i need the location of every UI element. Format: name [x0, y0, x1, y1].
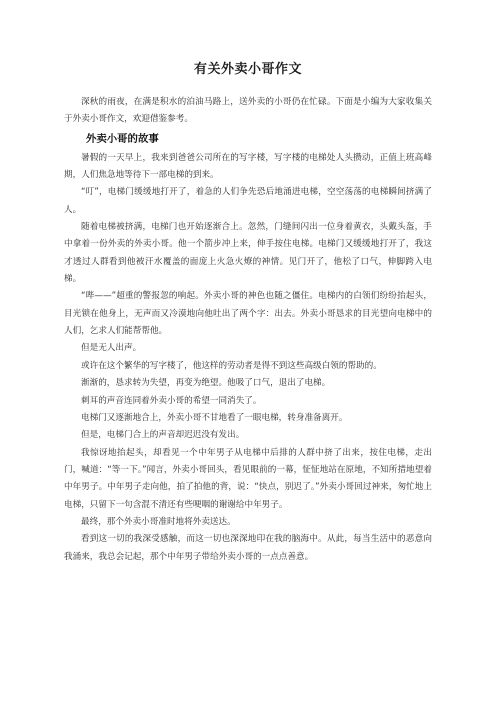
body-paragraph: 电梯门又逐渐地合上，外卖小哥不甘地看了一眼电梯，转身准备离开。: [81, 412, 348, 423]
document-body: [64, 94, 432, 566]
section-heading: 外卖小哥的故事: [86, 132, 159, 145]
body-paragraph: 或许在这个繁华的写字楼了，他这样的劳动者是得不到这些高级白领的帮助的。: [81, 360, 382, 371]
body-paragraph: 渐渐的，恳求转为失望，再变为绝望。他吸了口气，退出了电梯。: [81, 378, 331, 389]
body-paragraph: 最终，那个外卖小哥准时地将外卖送达。: [81, 516, 236, 527]
body-paragraph: “哔——”超重的警报忽的响起。外卖小哥的神色也随之僵住。电梯内的白领们纷纷抬起头，目光锁在他身上，无声而又冷漠地向他吐出了两个字：出去。外卖小哥恳求的目光望向电梯中的人们，乞求人们能帮帮他。: [64, 291, 432, 337]
document-title: 有关外卖小哥作文: [193, 62, 302, 77]
intro-paragraph: 深秋的雨夜，在满是积水的泊油马路上，送外卖的小哥仍在忙碌。下面是小编为大家收集关于外卖小哥作文，欢迎借鉴参考。: [64, 97, 432, 125]
body-paragraph: 刺耳的声音连同着外卖小哥的希望一同消失了。: [81, 395, 262, 406]
body-paragraph: 但是，电梯门合上的声音却迟迟没有发出。: [81, 430, 245, 441]
body-paragraph: 暑假的一天早上，我来到爸爸公司所在的写字楼，写字楼的电梯处人头攒动，正值上班高峰期，人们焦急地等待下一部电梯的到来。: [64, 152, 432, 181]
body-paragraph: “叮”，电梯门缓缓地打开了，着急的人们争先恐后地涌进电梯，空空荡荡的电梯瞬间挤满了人。: [64, 187, 432, 215]
body-paragraph: 但是无人出声。: [81, 343, 142, 354]
body-paragraph: 随着电梯被挤满，电梯门也开始逐渐合上。忽然，门缝间闪出一位身着黄衣，头戴头盔，手中拿着一份外卖的外卖小哥。他一个箭步冲上来，伸手按住电梯。电梯门又缓缓地打开了，我这才透过人群看到他被汗水覆盖的面庞上火急火燎的神情。见门开了，他松了口气，伸脚跨入电梯。: [64, 222, 432, 285]
body-paragraph: 我惊讶地抬起头，却看见一个中年男子从电梯中后排的人群中挤了出来，按住电梯，走出门，喊道：“等一下。”闻言，外卖小哥回头，看见眼前的一幕，怔怔地站在原地，不知所措地望着中年男子。中年男子走向他，拍了拍他的背，说：“快点，别迟了。”外卖小哥回过神来，匆忙地上电梯，只留下一句含混不清还有些哽咽的谢谢给中年男子。: [64, 447, 432, 510]
body-paragraph: 看到这一切的我深受感触，而这一切也深深地印在我的脑海中。从此，每当生活中的恶意向我涌来，我总会记起，那个中年男子带给外卖小哥的一点点善意。: [64, 534, 432, 562]
